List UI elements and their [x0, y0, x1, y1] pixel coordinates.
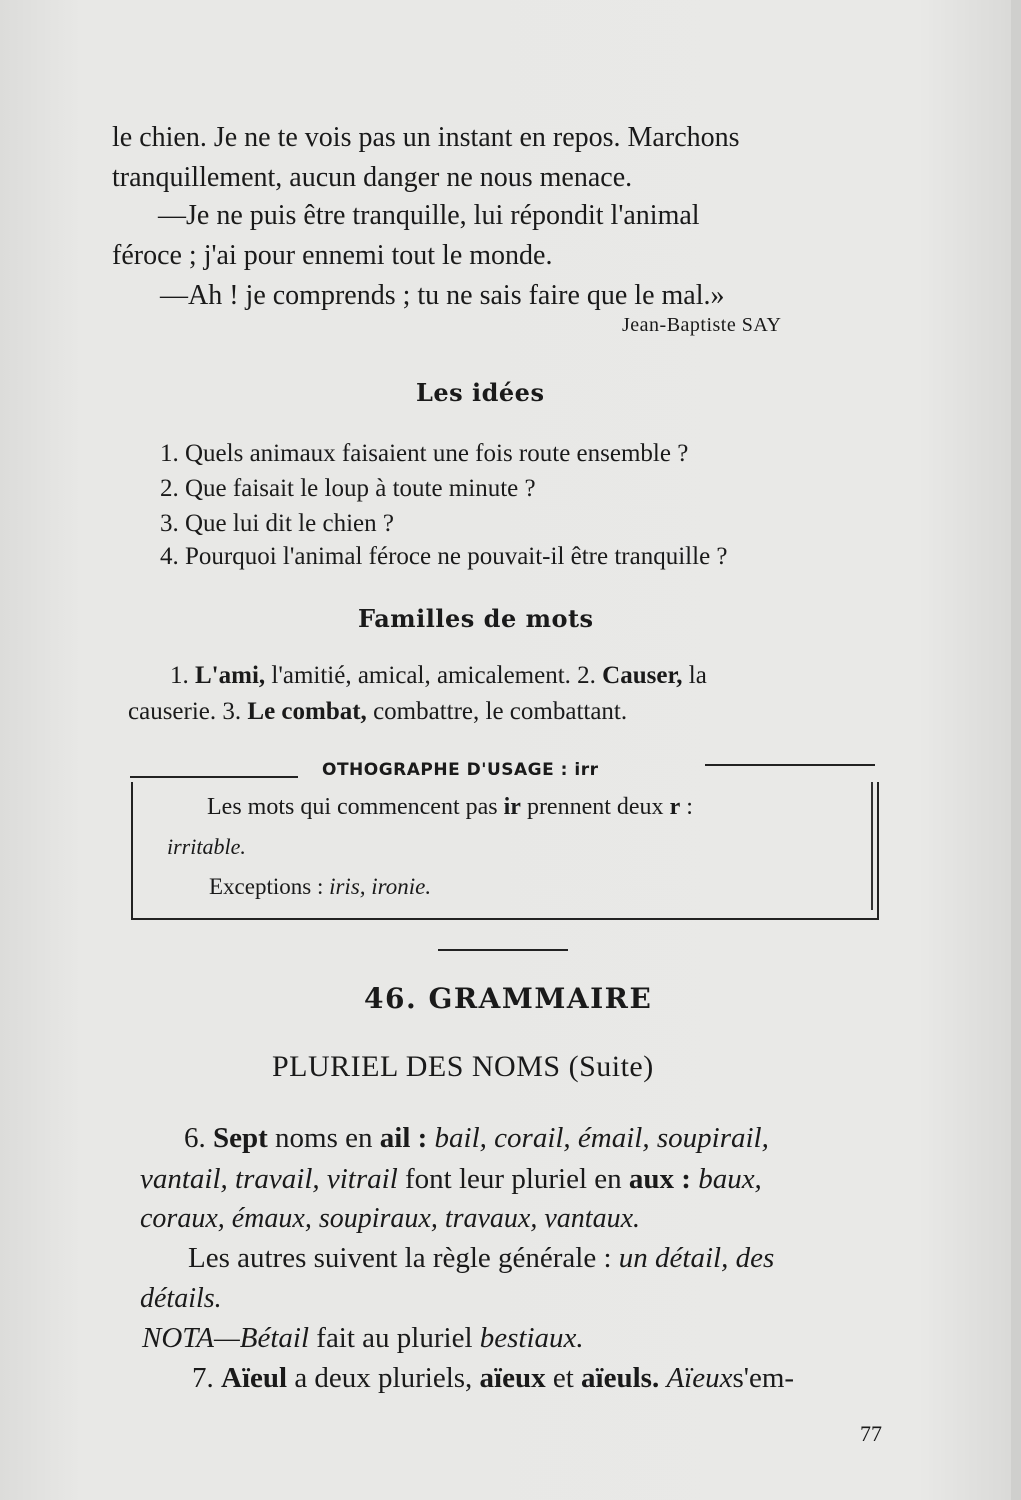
- rule-6-line-2: [140, 1163, 762, 1196]
- rule-text: noms en: [275, 1122, 373, 1154]
- word-bold: L'ami,: [195, 662, 266, 689]
- rule-number: 6.: [184, 1122, 206, 1154]
- question-number: 4.: [160, 543, 179, 570]
- autres-line-1: [188, 1242, 774, 1275]
- rule-bold: aïeux: [479, 1362, 546, 1394]
- item-number: 1.: [170, 662, 189, 689]
- ortho-line-3: [209, 874, 431, 900]
- rule-6-line-1: [184, 1122, 769, 1155]
- rule-left: [130, 776, 298, 778]
- question-text: Quels animaux faisaient une fois route ensemble ?: [185, 440, 689, 467]
- rule-7-line-1: [192, 1362, 794, 1395]
- ortho-italic: iris,: [329, 874, 366, 899]
- story-line-3: —Je ne puis être tranquille, lui répondit l'animal: [158, 200, 700, 231]
- rule-italic: Aïeux: [666, 1362, 733, 1394]
- question-1: [160, 440, 688, 468]
- question-text: Pourquoi l'animal féroce ne pouvait-il être tranquille ?: [185, 543, 728, 570]
- question-4: [160, 543, 728, 571]
- question-3: [160, 510, 394, 538]
- orthographe-header: [130, 760, 875, 784]
- rule-bold: Sept: [213, 1122, 268, 1154]
- autres-line-2: détails.: [140, 1283, 222, 1314]
- nota-line: [142, 1322, 584, 1355]
- familles-line-1: [170, 662, 707, 690]
- rule-text: a deux pluriels,: [294, 1362, 473, 1394]
- box-inner-rule: [871, 782, 873, 910]
- ortho-text: prennent deux: [526, 794, 664, 820]
- rule-bold: aïeuls.: [581, 1362, 660, 1394]
- familles-line-2: [128, 698, 627, 726]
- story-line-4: féroce ; j'ai pour ennemi tout le monde.: [112, 240, 553, 271]
- ortho-line-1: [207, 794, 693, 821]
- rule-italic: un détail, des: [618, 1242, 775, 1274]
- word-family: combattre, le combattant.: [373, 698, 628, 725]
- ortho-line-2: irritable.: [167, 834, 246, 859]
- question-2: [160, 475, 536, 503]
- rule-bold: aux :: [628, 1163, 691, 1195]
- rule-text: et: [552, 1362, 574, 1394]
- word-family: la: [688, 662, 707, 689]
- question-text: Que lui dit le chien ?: [185, 510, 394, 537]
- nota-italic: NOTA—Bétail: [142, 1322, 310, 1354]
- nota-italic: bestiaux.: [479, 1322, 584, 1354]
- rule-bold: Aïeul: [221, 1362, 288, 1394]
- question-number: 3.: [160, 510, 179, 537]
- rule-italic: bail, corail, émail, soupirail,: [434, 1122, 769, 1154]
- rule-italic: vantail, travail, vitrail: [140, 1163, 398, 1195]
- heading-familles: Familles de mots: [358, 604, 594, 633]
- rule-text: s'em-: [732, 1362, 795, 1394]
- page-edge: [1011, 0, 1021, 1500]
- rule-right: [705, 764, 875, 766]
- grammaire-subtitle: PLURIEL DES NOMS (Suite): [272, 1050, 654, 1083]
- page-number: 77: [860, 1421, 882, 1446]
- rule-text: fait au pluriel: [316, 1322, 473, 1354]
- grammaire-title: 46. GRAMMAIRE: [364, 982, 653, 1015]
- rule-bold: ail :: [379, 1122, 428, 1154]
- ortho-bold: ir: [503, 794, 521, 820]
- rule-number: 7.: [192, 1362, 214, 1394]
- word-bold: Causer,: [602, 662, 683, 689]
- rule-text: font leur pluriel en: [405, 1163, 622, 1195]
- heading-idees: Les idées: [416, 378, 545, 407]
- question-number: 2.: [160, 475, 179, 502]
- word-family: l'amitié, amical, amicalement. 2.: [271, 662, 596, 689]
- story-line-5: —Ah ! je comprends ; tu ne sais faire que le mal.»: [160, 280, 725, 311]
- ortho-text: :: [686, 794, 693, 820]
- story-line-1: le chien. Je ne te vois pas un instant en repos. Marchons: [112, 122, 740, 153]
- ortho-italic: ironie.: [371, 874, 432, 899]
- question-text: Que faisait le loup à toute minute ?: [185, 475, 536, 502]
- ortho-text: Exceptions :: [209, 874, 324, 899]
- word-family: causerie. 3.: [128, 698, 242, 725]
- question-number: 1.: [160, 440, 179, 467]
- rule-6-line-3: coraux, émaux, soupiraux, travaux, vantaux.: [140, 1203, 640, 1234]
- ortho-text: Les mots qui commencent pas: [207, 794, 498, 820]
- orthographe-box: [131, 782, 879, 920]
- rule-text: Les autres suivent la règle générale :: [188, 1242, 612, 1274]
- story-line-2: tranquillement, aucun danger ne nous menace.: [112, 162, 633, 193]
- ortho-bold: r: [669, 794, 681, 820]
- word-bold: Le combat,: [247, 698, 367, 725]
- rule-italic: baux,: [698, 1163, 762, 1195]
- section-divider: [438, 949, 568, 951]
- author-signature: Jean-Baptiste SAY: [622, 314, 782, 336]
- orthographe-title: OTHOGRAPHE D'USAGE : irr: [322, 760, 599, 780]
